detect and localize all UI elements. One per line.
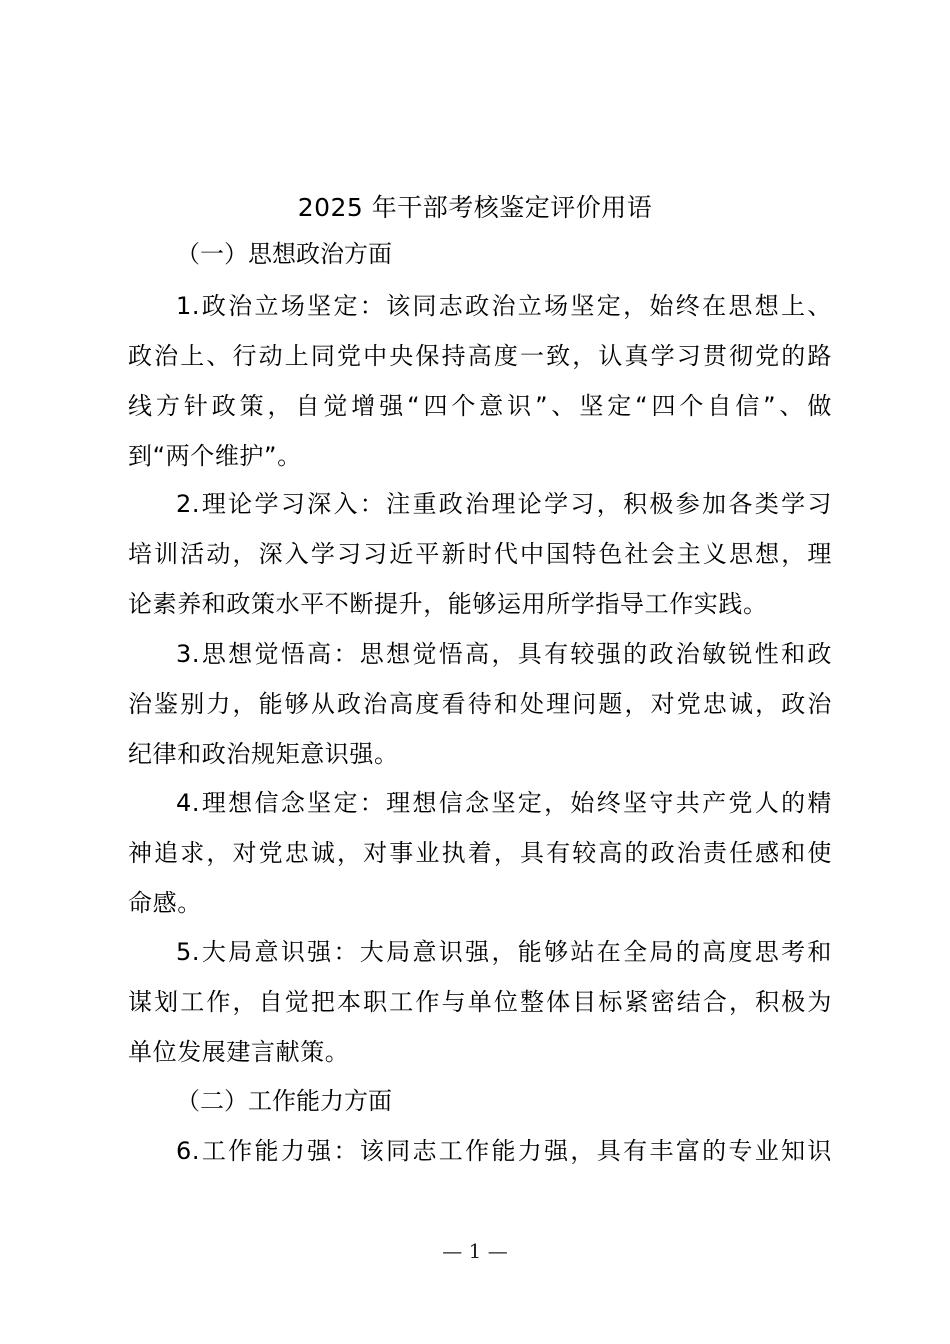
paragraph-line: 1.政治立场坚定：该同志政治立场坚定，始终在思想上、 [176, 292, 832, 320]
page-number: — 1 — [442, 1239, 508, 1263]
paragraph-line: 论素养和政策水平不断提升，能够运用所学指导工作实践。 [128, 590, 768, 618]
paragraph-line: 治鉴别力，能够从政治高度看待和处理问题，对党忠诚，政治 [128, 690, 832, 718]
paragraph-item-6 [128, 1126, 832, 1176]
paragraph-item-2 [128, 479, 832, 629]
paragraph-line: 政治上、行动上同党中央保持高度一致，认真学习贯彻党的路 [128, 342, 832, 370]
paragraph-item-1 [128, 281, 832, 481]
section-heading-ideology: （一）思想政治方面 [176, 240, 392, 268]
paragraph-line: 6.工作能力强：该同志工作能力强，具有丰富的专业知识 [176, 1137, 832, 1165]
document-title: 2025 年干部考核鉴定评价用语 [297, 193, 653, 222]
paragraph-line: 5.大局意识强：大局意识强，能够站在全局的高度思考和 [176, 938, 832, 966]
paragraph-line: 线方针政策，自觉增强“四个意识”、坚定“四个自信”、做 [128, 392, 832, 420]
paragraph-line: 纪律和政治规矩意识强。 [128, 740, 399, 768]
section-heading-work-ability: （二）工作能力方面 [176, 1087, 392, 1115]
paragraph-line: 培训活动，深入学习习近平新时代中国特色社会主义思想，理 [128, 540, 832, 568]
paragraph-line: 3.思想觉悟高：思想觉悟高，具有较强的政治敏锐性和政 [176, 640, 832, 668]
paragraph-line: 4.理想信念坚定：理想信念坚定，始终坚守共产党人的精 [176, 789, 832, 817]
paragraph-line: 到“两个维护”。 [128, 442, 302, 470]
paragraph-line: 谋划工作，自觉把本职工作与单位整体目标紧密结合，积极为 [128, 988, 832, 1016]
paragraph-item-5 [128, 927, 832, 1077]
paragraph-line: 2.理论学习深入：注重政治理论学习，积极参加各类学习 [176, 490, 832, 518]
paragraph-item-3 [128, 629, 832, 779]
paragraph-line: 单位发展建言献策。 [128, 1038, 350, 1066]
paragraph-item-4 [128, 778, 832, 928]
paragraph-line: 神追求，对党忠诚，对事业执着，具有较高的政治责任感和使 [128, 839, 832, 867]
paragraph-line: 命感。 [128, 889, 202, 917]
